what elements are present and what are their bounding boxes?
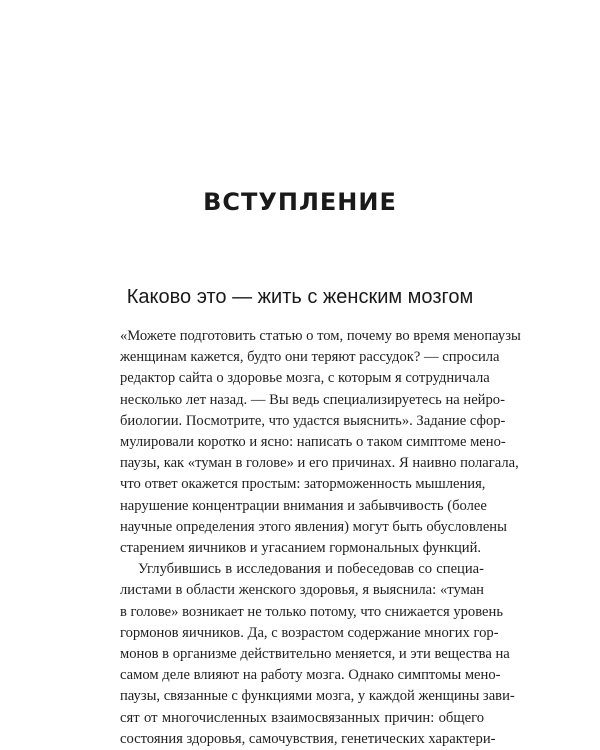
text-line: что ответ окажется простым: заторможенность мышления, bbox=[120, 476, 486, 493]
text-line: биологии. Посмотрите, что удастся выяснить». Задание сфор- bbox=[120, 412, 506, 429]
text-line: старением яичников и угасанием гормональных функций. bbox=[120, 540, 482, 557]
text-line: Углубившись в исследования и побеседовав со специа- bbox=[138, 561, 484, 578]
text-line: листами в области женского здоровья, я выяснила: «туман bbox=[120, 582, 484, 599]
text-line: паузы, связанные с функциями мозга, у каждой женщины зави- bbox=[120, 688, 515, 705]
section-title: Каково это — жить с женским мозгом bbox=[126, 286, 474, 308]
text-line: монов в организме действительно меняется, и эти вещества на bbox=[120, 646, 510, 663]
paragraph bbox=[120, 559, 515, 750]
chapter-title: ВСТУПЛЕНИЕ bbox=[203, 188, 397, 216]
text-line: несколько лет назад. — Вы ведь специализируетесь на нейро- bbox=[120, 391, 505, 408]
text-line: женщинам кажется, будто они теряют рассудок? — спросила bbox=[120, 349, 500, 366]
text-line: состояния здоровья, самочувствия, генетических характери- bbox=[120, 730, 496, 747]
text-line: самом деле влияют на работу мозга. Однако симптомы мено- bbox=[120, 667, 501, 684]
paragraph bbox=[120, 326, 521, 559]
text-line: научные определения этого явления) могут быть обусловлены bbox=[120, 518, 507, 535]
text-line: паузы, как «туман в голове» и его причинах. Я наивно полагала, bbox=[120, 455, 519, 472]
text-line: нарушение концентрации внимания и забывчивость (более bbox=[120, 497, 487, 514]
text-line: сят от многочисленных взаимосвязанных причин: общего bbox=[120, 709, 484, 726]
text-line: гормонов яичников. Да, с возрастом содержание многих гор- bbox=[120, 624, 499, 641]
text-line: редактор сайта о здоровье мозга, с которым я сотрудничала bbox=[120, 370, 490, 387]
text-line: в голове» возникает не только потому, что снижается уровень bbox=[120, 603, 503, 620]
text-line: мулировали коротко и ясно: написать о таком симптоме мено- bbox=[120, 434, 506, 451]
body-text bbox=[120, 326, 521, 750]
text-line: «Можете подготовить статью о том, почему во время менопаузы bbox=[120, 328, 521, 344]
